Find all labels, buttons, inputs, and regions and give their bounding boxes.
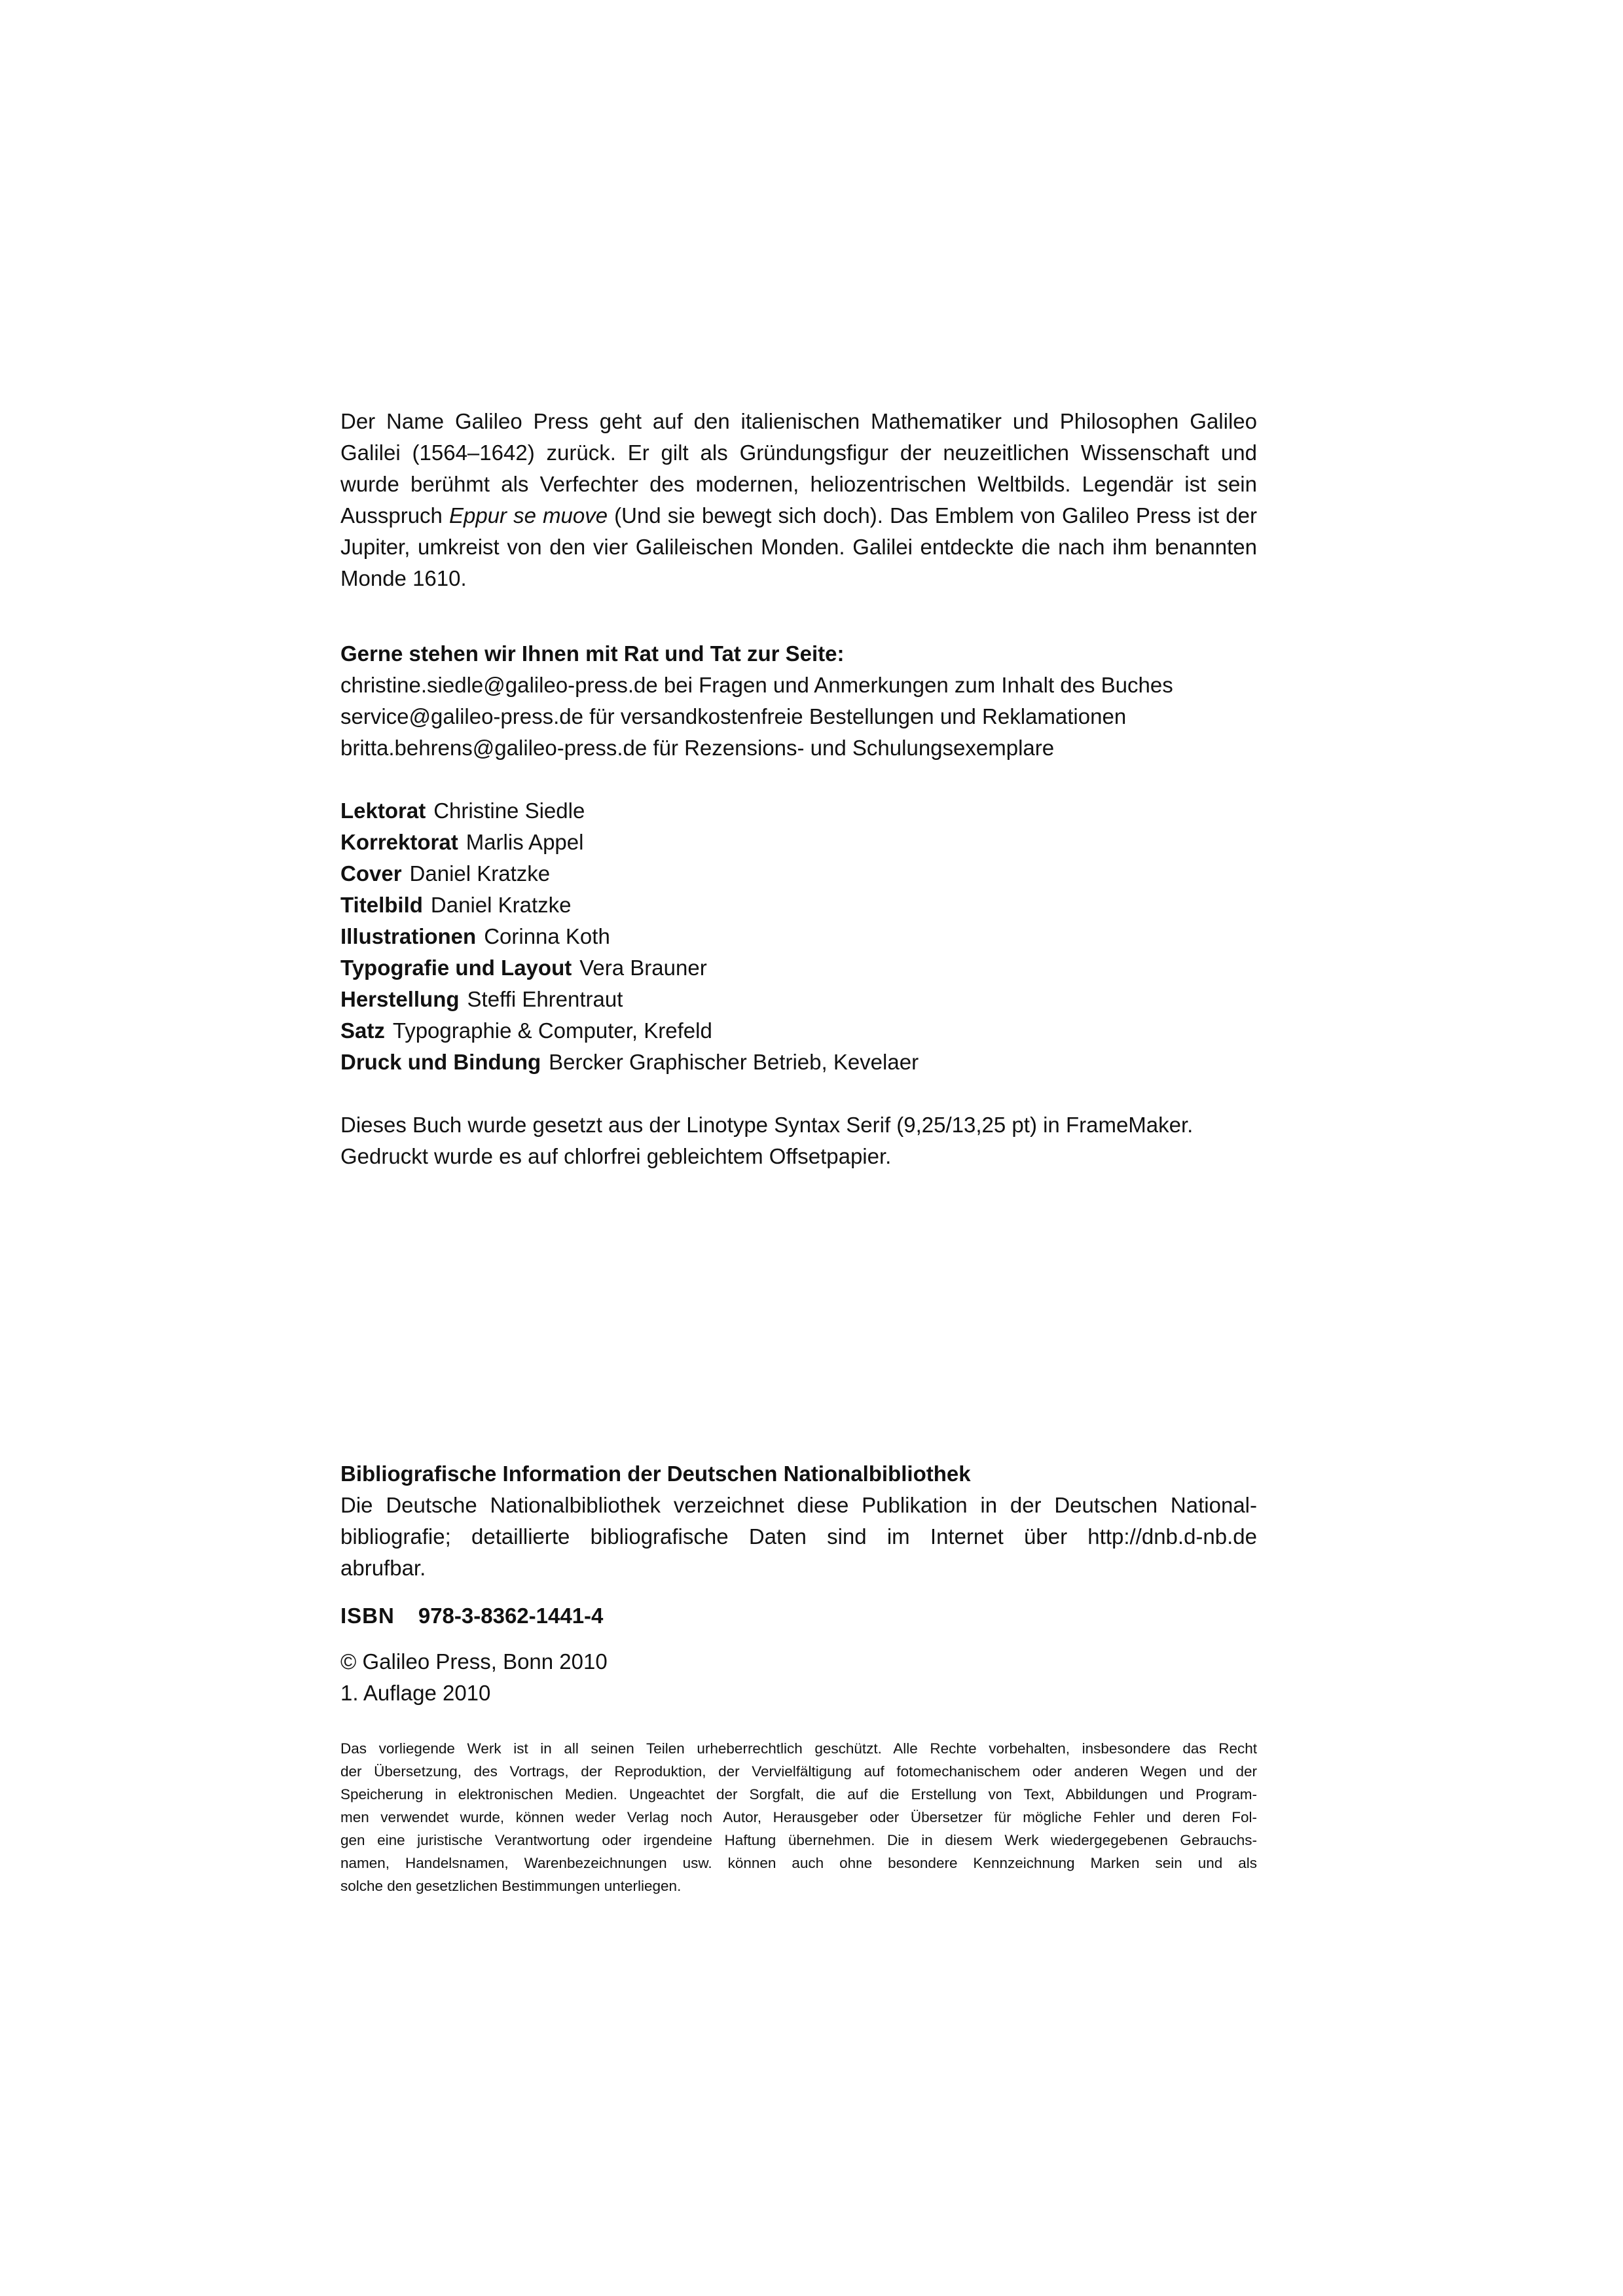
credit-row xyxy=(340,1047,1257,1078)
credit-row xyxy=(340,1015,1257,1047)
credit-row xyxy=(340,827,1257,858)
legal-line: men verwendet wurde, können weder Verlag noch Autor, Herausgeber oder Übersetzer für mögliche Fehler und deren Fol- xyxy=(340,1809,1257,1825)
credit-label: Illustrationen xyxy=(340,924,477,948)
contact-line: britta.behrens@galileo-press.de für Rezensions- und Schulungsexemplare xyxy=(340,736,1055,760)
credit-label: Typografie und Layout xyxy=(340,956,572,980)
credit-label: Druck und Bindung xyxy=(340,1050,541,1074)
credit-label: Herstellung xyxy=(340,987,460,1011)
credit-row xyxy=(340,952,1257,984)
legal-line: gen eine juristische Verantwortung oder irgendeine Haftung übernehmen. Die in diesem Werk wiedergegebenen Gebrauchs- xyxy=(340,1832,1257,1848)
credit-value: Typographie & Computer, Krefeld xyxy=(392,1018,712,1043)
biblio-line: bibliografie; detaillierte bibliografische Daten sind im Internet über http://dnb.d-nb.de xyxy=(340,1524,1257,1549)
legal-line: Das vorliegende Werk ist in all seinen Teilen urheberrechtlich geschützt. Alle Rechte vorbehalten, insbesondere das Recht xyxy=(340,1740,1257,1757)
intro-line-emphasis xyxy=(340,500,1257,531)
credit-row xyxy=(340,889,1257,921)
credit-label: Korrektorat xyxy=(340,830,458,854)
contact-line: service@galileo-press.de für versandkostenfreie Bestellungen und Reklamationen xyxy=(340,704,1127,728)
credit-value: Daniel Kratzke xyxy=(409,861,551,886)
intro-line: Der Name Galileo Press geht auf den italienischen Mathematiker und Philosophen Galileo xyxy=(340,409,1257,433)
isbn-value: 978-3-8362-1441-4 xyxy=(418,1604,604,1628)
credit-label: Cover xyxy=(340,861,402,886)
credit-value: Daniel Kratzke xyxy=(430,893,572,917)
intro-line: Galilei (1564–1642) zurück. Er gilt als Gründungsfigur der neuzeitlichen Wissenschaft und xyxy=(340,440,1257,465)
biblio-line: abrufbar. xyxy=(340,1556,426,1580)
credit-row xyxy=(340,858,1257,889)
contact-line: christine.siedle@galileo-press.de bei Fragen und Anmerkungen zum Inhalt des Buches xyxy=(340,673,1173,697)
credit-value: Corinna Koth xyxy=(484,924,610,948)
credit-value: Steffi Ehrentraut xyxy=(467,987,623,1011)
edition-line: 1. Auflage 2010 xyxy=(340,1681,491,1705)
credit-value: Bercker Graphischer Betrieb, Kevelaer xyxy=(549,1050,919,1074)
intro-line: wurde berühmt als Verfechter des modernen, heliozentrischen Weltbilds. Legendär ist sein xyxy=(340,472,1257,496)
biblio-section xyxy=(340,1458,1257,1584)
credit-row xyxy=(340,795,1257,827)
typeset-line: Gedruckt wurde es auf chlorfrei gebleichtem Offsetpapier. xyxy=(340,1144,892,1168)
intro-line: Monde 1610. xyxy=(340,566,467,590)
isbn-label: ISBN xyxy=(340,1604,395,1628)
legal-line: solche den gesetzlichen Bestimmungen unterliegen. xyxy=(340,1878,682,1894)
legal-notice xyxy=(340,1737,1257,1897)
credit-label: Lektorat xyxy=(340,798,426,823)
credits-list xyxy=(340,795,1257,1078)
typeset-line: Dieses Buch wurde gesetzt aus der Linotype Syntax Serif (9,25/13,25 pt) in FrameMaker. xyxy=(340,1113,1194,1137)
isbn-row xyxy=(340,1600,1257,1632)
credit-label: Titelbild xyxy=(340,893,423,917)
intro-paragraph xyxy=(340,406,1257,594)
legal-line: der Übersetzung, des Vortrags, der Reproduktion, der Vervielfältigung auf fotomechanischem oder anderen Wegen und der xyxy=(340,1763,1257,1780)
copyright-line: © Galileo Press, Bonn 2010 xyxy=(340,1649,608,1674)
credit-row xyxy=(340,921,1257,952)
legal-line: Speicherung in elektronischen Medien. Ungeachtet der Sorgfalt, die auf die Erstellung von Text, Abbildungen und Program- xyxy=(340,1786,1257,1803)
legal-line: namen, Handelsnamen, Warenbezeichnungen usw. können auch ohne besondere Kennzeichnung Marken sein und als xyxy=(340,1855,1257,1871)
credit-value: Vera Brauner xyxy=(579,956,707,980)
typeset-note xyxy=(340,1109,1257,1172)
contact-heading: Gerne stehen wir Ihnen mit Rat und Tat zur Seite: xyxy=(340,641,845,666)
credit-row xyxy=(340,984,1257,1015)
intro-text: Ausspruch xyxy=(340,503,449,528)
biblio-heading: Bibliografische Information der Deutschen Nationalbibliothek xyxy=(340,1462,971,1486)
intro-line: Jupiter, umkreist von den vier Galileischen Monden. Galilei entdeckte die nach ihm benannten xyxy=(340,535,1257,559)
credit-value: Christine Siedle xyxy=(433,798,585,823)
intro-italic-quote: Eppur se muove xyxy=(448,503,608,528)
credit-value: Marlis Appel xyxy=(465,830,584,854)
credit-label: Satz xyxy=(340,1018,385,1043)
contact-section xyxy=(340,638,1257,764)
biblio-line: Die Deutsche Nationalbibliothek verzeichnet diese Publikation in der Deutschen National- xyxy=(340,1493,1257,1517)
copyright-section xyxy=(340,1646,1257,1709)
intro-text: (Und sie bewegt sich doch). Das Emblem von Galileo Press ist der xyxy=(608,503,1257,528)
